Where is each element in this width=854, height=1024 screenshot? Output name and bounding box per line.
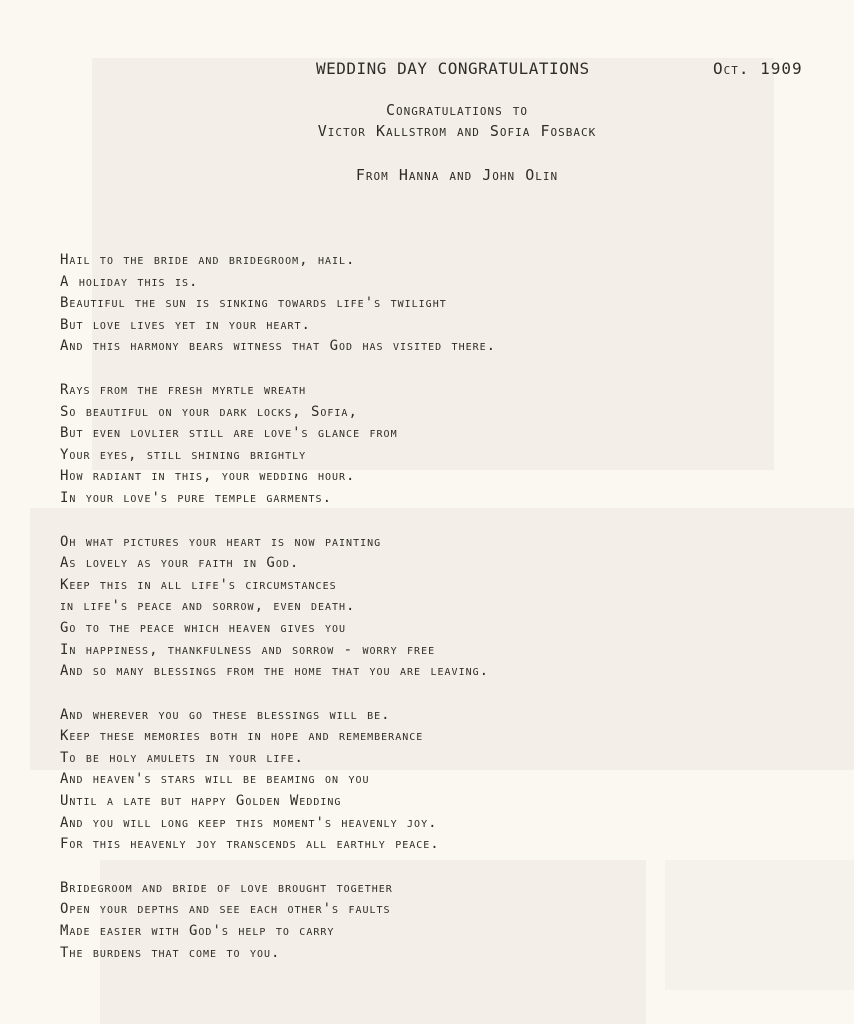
dedication-line: Congratulations to xyxy=(385,101,529,119)
verse-line: And you will long keep this moment's heavenly joy. xyxy=(60,814,438,831)
verse-line: Go to the peace which heaven gives you xyxy=(60,619,347,636)
verse-line: Keep this in all life's circumstances xyxy=(60,576,337,593)
stanza xyxy=(60,878,840,964)
verse-line: And so many blessings from the home that you are leaving. xyxy=(60,663,490,680)
verse-line: To be holy amulets in your life. xyxy=(60,749,304,766)
document-date: Oct. 1909 xyxy=(713,59,803,78)
verse-line: Beautiful the sun is sinking towards life's twilight xyxy=(60,295,447,312)
stanza xyxy=(60,705,840,856)
verse-line: And heaven's stars will be beaming on you xyxy=(60,771,370,788)
verse-line: Bridegroom and bride of love brought together xyxy=(60,879,393,896)
document-title: WEDDING DAY CONGRATULATIONS xyxy=(316,59,590,78)
verse-line: A holiday this is. xyxy=(60,273,199,290)
verse-line: The burdens that come to you. xyxy=(60,944,281,961)
verse-line: As lovely as your faith in God. xyxy=(60,555,300,572)
verse-line: Keep these memories both in hope and rememberance xyxy=(60,728,424,745)
dedication-line: Victor Kallstrom and Sofia Fosback xyxy=(317,122,597,140)
verse-line: How radiant in this, your wedding hour. xyxy=(60,468,356,485)
verse-line: In happiness, thankfulness and sorrow - worry free xyxy=(60,641,436,658)
poem xyxy=(60,250,840,986)
verse-line: Hail to the bride and bridegroom, hail. xyxy=(60,252,356,268)
verse-line: But even lovlier still are love's glance from xyxy=(60,425,398,442)
stanza xyxy=(60,380,840,510)
verse-line: Until a late but happy Golden Wedding xyxy=(60,793,342,810)
verse-line: Rays from the fresh myrtle wreath xyxy=(60,381,307,398)
verse-line: Made easier with God's help to carry xyxy=(60,923,335,940)
verse-line: Oh what pictures your heart is now painting xyxy=(60,533,382,550)
verse-line: So beautiful on your dark locks, Sofia, xyxy=(60,403,358,420)
verse-line: In your love's pure temple garments. xyxy=(60,489,333,506)
verse-line: And this harmony bears witness that God has visited there. xyxy=(60,338,497,355)
verse-line: But love lives yet in your heart. xyxy=(60,316,311,333)
verse-line: Your eyes, still shining brightly xyxy=(60,446,307,463)
stanza xyxy=(60,532,840,683)
verse-line: For this heavenly joy transcends all earthly peace. xyxy=(60,836,440,853)
dedication-line: From Hanna and John Olin xyxy=(355,166,559,184)
verse-line: And wherever you go these blessings will be. xyxy=(60,706,391,723)
stanza xyxy=(60,250,840,358)
verse-line: in life's peace and sorrow, even death. xyxy=(60,598,356,615)
verse-line: Open your depths and see each other's faults xyxy=(60,901,391,918)
